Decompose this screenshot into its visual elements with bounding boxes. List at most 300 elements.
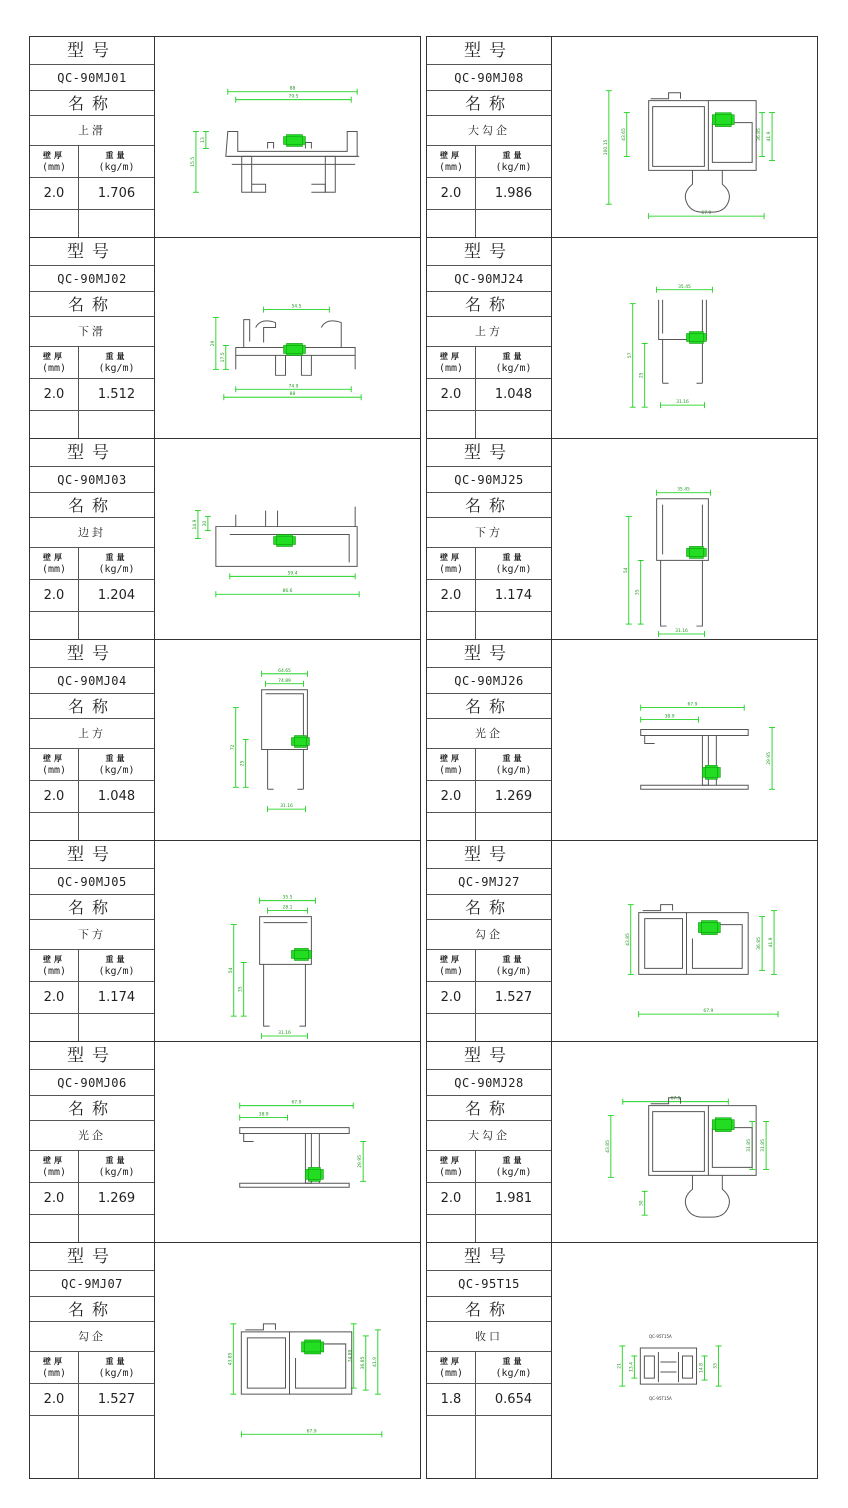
thermal-break-strip xyxy=(305,1167,323,1181)
dimension-label: 86.6 xyxy=(282,589,293,595)
weight-header-cell xyxy=(79,1352,154,1383)
thickness-unit: (mm) xyxy=(41,162,67,173)
weight-value: 1.174 xyxy=(494,588,533,603)
thickness-header-cell xyxy=(427,347,476,378)
empty-cell xyxy=(427,1416,476,1478)
weight-unit: (kg/m) xyxy=(495,564,532,575)
thermal-break-strip xyxy=(712,113,734,127)
thickness-unit: (mm) xyxy=(41,1167,67,1178)
weight-unit: (kg/m) xyxy=(495,1368,532,1379)
dimension-line xyxy=(268,803,306,812)
unit-header-row xyxy=(427,347,551,379)
profile-name: 勾企 xyxy=(427,920,551,950)
dimension-label: 35 xyxy=(635,589,641,596)
dimension-line xyxy=(236,383,351,392)
weight-value: 1.527 xyxy=(494,990,533,1005)
dimension-line xyxy=(236,94,351,103)
thickness-value: 1.8 xyxy=(427,1384,476,1415)
dimension-label: 41.9 xyxy=(372,1356,378,1368)
weight-header: 重量 xyxy=(105,1156,128,1165)
drawing-caption: QC-95T15A xyxy=(649,1396,672,1402)
dimension-line xyxy=(372,1330,381,1394)
unit-header-row xyxy=(30,950,154,982)
profile-outline xyxy=(241,1332,289,1394)
thickness-header-cell xyxy=(30,749,79,780)
thermal-break-strip xyxy=(698,921,720,935)
dimension-line xyxy=(240,1112,288,1121)
dimension-line xyxy=(268,905,308,914)
thickness-header-cell xyxy=(30,1352,79,1383)
thickness-unit: (mm) xyxy=(438,1368,464,1379)
dimension-line xyxy=(649,210,764,219)
dimension-line xyxy=(216,588,359,597)
name-header: 名称 xyxy=(30,91,154,116)
profile-name: 勾企 xyxy=(30,1322,154,1352)
profile-entry-qc-90mj28 xyxy=(427,1042,817,1243)
empty-row xyxy=(30,813,154,840)
value-row xyxy=(427,178,551,210)
dimension-label: 67.9 xyxy=(291,1100,302,1106)
weight-header-cell xyxy=(476,548,551,579)
weight-header: 重量 xyxy=(502,1156,525,1165)
empty-row xyxy=(427,1416,551,1478)
drawing-caption: QC-95T15A xyxy=(649,1333,672,1339)
profile-cross-section-svg xyxy=(552,640,817,840)
thickness-header: 壁厚 xyxy=(43,151,65,160)
profile-drawing xyxy=(552,37,817,237)
profile-info-table xyxy=(30,1042,155,1242)
dimension-line xyxy=(713,1346,722,1386)
model-code: QC-90MJ01 xyxy=(30,65,154,91)
profile-entry-qc-90mj25 xyxy=(427,439,817,640)
dimension-line xyxy=(603,91,612,204)
profile-name: 大勾企 xyxy=(427,1121,551,1151)
unit-header-row xyxy=(30,1352,154,1384)
dimension-line xyxy=(264,304,330,313)
dimension-line xyxy=(190,132,199,193)
dimension-line xyxy=(623,517,632,624)
thickness-header-cell xyxy=(427,146,476,177)
profile-info-table xyxy=(30,439,155,639)
weight-header: 重量 xyxy=(502,1357,525,1366)
profile-info-table xyxy=(427,640,552,840)
dimension-line xyxy=(661,399,705,408)
profile-drawing xyxy=(552,640,817,840)
profile-cross-section-svg xyxy=(155,640,420,840)
profile-outline xyxy=(240,1183,349,1187)
thermal-break-strip xyxy=(274,535,296,547)
empty-cell xyxy=(427,813,476,840)
profile-outline xyxy=(236,507,355,527)
profile-entry-qc-95t15 xyxy=(427,1243,817,1478)
dimension-line xyxy=(605,1116,614,1178)
dimension-label: 21 xyxy=(617,1363,623,1369)
profile-outline xyxy=(641,730,748,744)
profile-name: 下方 xyxy=(30,920,154,950)
thickness-value: 2.0 xyxy=(30,982,79,1013)
name-header: 名称 xyxy=(427,1297,551,1322)
profile-info-table xyxy=(427,439,552,639)
dimension-label: 43.85 xyxy=(625,933,631,946)
model-code: QC-90MJ08 xyxy=(427,65,551,91)
dimension-line xyxy=(262,1030,308,1039)
weight-value: 1.048 xyxy=(494,387,533,402)
empty-row xyxy=(30,1416,154,1478)
weight-unit: (kg/m) xyxy=(98,162,135,173)
model-code: QC-90MJ25 xyxy=(427,467,551,493)
name-header: 名称 xyxy=(427,694,551,719)
dimension-label: 54 xyxy=(228,967,234,974)
profile-name: 上方 xyxy=(30,719,154,749)
dimension-line xyxy=(766,728,775,790)
profile-info-table xyxy=(30,1243,155,1478)
thickness-header: 壁厚 xyxy=(43,754,65,763)
model-code: QC-90MJ04 xyxy=(30,668,154,694)
unit-header-row xyxy=(427,1352,551,1384)
thickness-header: 壁厚 xyxy=(440,1156,462,1165)
dimension-line xyxy=(616,1346,625,1386)
name-header: 名称 xyxy=(427,292,551,317)
profile-drawing xyxy=(552,1243,817,1478)
profile-outline xyxy=(643,905,673,911)
dimension-line xyxy=(224,391,361,400)
dimension-line xyxy=(240,740,249,788)
profile-outline xyxy=(252,184,326,192)
weight-unit: (kg/m) xyxy=(495,363,532,374)
right-catalog-column xyxy=(426,36,818,1479)
thickness-header-cell xyxy=(427,749,476,780)
weight-header: 重量 xyxy=(105,955,128,964)
empty-cell xyxy=(30,210,79,237)
empty-cell xyxy=(30,411,79,438)
profile-entry-qc-90mj04 xyxy=(30,640,420,841)
profile-info-table xyxy=(427,1042,552,1242)
thickness-unit: (mm) xyxy=(438,363,464,374)
thickness-header: 壁厚 xyxy=(440,352,462,361)
value-row xyxy=(30,1183,154,1215)
weight-header-cell xyxy=(476,347,551,378)
dimension-line xyxy=(639,1008,778,1017)
thermal-break-strip xyxy=(284,343,306,355)
unit-header-row xyxy=(427,749,551,781)
dimension-line xyxy=(768,911,777,975)
profile-name: 边封 xyxy=(30,518,154,548)
weight-header-cell xyxy=(79,950,154,981)
thickness-header-cell xyxy=(30,146,79,177)
weight-header-cell xyxy=(79,749,154,780)
weight-header: 重量 xyxy=(502,352,525,361)
profile-info-table xyxy=(427,1243,552,1478)
profile-outline xyxy=(663,339,703,383)
profile-drawing xyxy=(155,1243,420,1478)
profile-cross-section-svg xyxy=(552,238,817,438)
profile-drawing xyxy=(155,238,420,438)
dimension-line xyxy=(357,1142,366,1182)
model-header: 型号 xyxy=(30,238,154,266)
profile-cross-section-svg xyxy=(155,238,420,438)
name-header: 名称 xyxy=(30,292,154,317)
empty-row xyxy=(427,411,551,438)
profile-entry-qc-90mj24 xyxy=(427,238,817,439)
profile-entry-qc-9mj27 xyxy=(427,841,817,1042)
profile-outline xyxy=(685,170,729,212)
left-catalog-column xyxy=(29,36,421,1479)
dimension-label: 29.95 xyxy=(767,752,773,765)
dimension-label: 30 xyxy=(639,1200,645,1207)
value-row xyxy=(30,982,154,1014)
thickness-value: 2.0 xyxy=(427,178,476,209)
dimension-label: 74.9 xyxy=(288,384,299,390)
dimension-line xyxy=(760,1122,769,1170)
dimension-label: 31.16 xyxy=(675,629,688,635)
dimension-line xyxy=(639,343,648,407)
weight-value: 1.986 xyxy=(494,186,533,201)
model-code: QC-90MJ24 xyxy=(427,266,551,292)
weight-value: 1.706 xyxy=(97,186,136,201)
dimension-line xyxy=(635,560,644,624)
profile-name: 上滑 xyxy=(30,116,154,146)
profile-name: 收口 xyxy=(427,1322,551,1352)
dimension-label: 67.9 xyxy=(687,702,698,708)
dimension-label: 88 xyxy=(289,86,296,92)
dimension-label: 57 xyxy=(627,352,633,359)
unit-header-row xyxy=(30,749,154,781)
value-row xyxy=(427,580,551,612)
dimension-line xyxy=(228,925,237,1017)
weight-header: 重量 xyxy=(502,151,525,160)
profile-info-table xyxy=(30,841,155,1041)
thermal-break-strip xyxy=(284,135,306,147)
dimension-line xyxy=(200,132,209,149)
dimension-line xyxy=(746,1122,755,1170)
dimension-line xyxy=(627,304,636,407)
dimension-line xyxy=(241,1428,382,1437)
profile-cross-section-svg xyxy=(552,1243,817,1478)
dimension-label: 43.85 xyxy=(605,1140,611,1153)
weight-unit: (kg/m) xyxy=(495,1167,532,1178)
model-header: 型号 xyxy=(427,1042,551,1070)
name-header: 名称 xyxy=(30,1096,154,1121)
model-code: QC-90MJ03 xyxy=(30,467,154,493)
profile-name: 上方 xyxy=(427,317,551,347)
unit-header-row xyxy=(30,146,154,178)
value-row xyxy=(30,178,154,210)
value-row xyxy=(427,379,551,411)
thickness-header: 壁厚 xyxy=(43,352,65,361)
weight-header: 重量 xyxy=(502,955,525,964)
thickness-header: 壁厚 xyxy=(440,955,462,964)
dimension-label: 67.9 xyxy=(703,1009,714,1015)
profile-outline xyxy=(264,923,308,1026)
profile-name: 下滑 xyxy=(30,317,154,347)
profile-outline xyxy=(228,156,359,164)
model-header: 型号 xyxy=(30,37,154,65)
profile-info-table xyxy=(427,238,552,438)
profile-outline xyxy=(661,560,703,626)
dimension-line xyxy=(230,570,355,579)
weight-header: 重量 xyxy=(502,553,525,562)
thickness-value: 2.0 xyxy=(427,379,476,410)
profile-outline xyxy=(639,913,687,975)
empty-row xyxy=(427,210,551,237)
dimension-label: 31.85 xyxy=(747,1139,753,1152)
profile-info-table xyxy=(30,37,155,237)
profile-entry-qc-90mj26 xyxy=(427,640,817,841)
dimension-line xyxy=(230,708,239,788)
empty-row xyxy=(30,612,154,639)
weight-value: 1.269 xyxy=(97,1191,136,1206)
profile-drawing xyxy=(552,1042,817,1242)
name-header: 名称 xyxy=(427,1096,551,1121)
value-row xyxy=(427,781,551,813)
weight-unit: (kg/m) xyxy=(495,765,532,776)
empty-cell xyxy=(30,1215,79,1242)
model-code: QC-9MJ07 xyxy=(30,1271,154,1297)
dimension-line xyxy=(628,1356,637,1378)
dimension-line xyxy=(228,86,357,95)
dimension-label: 13 xyxy=(200,137,206,143)
weight-unit: (kg/m) xyxy=(98,564,135,575)
thickness-value: 2.0 xyxy=(427,781,476,812)
thickness-header: 壁厚 xyxy=(43,1357,65,1366)
dimension-label: 31.16 xyxy=(280,804,293,810)
profile-cross-section-svg xyxy=(155,37,420,237)
dimension-label: 33 xyxy=(713,1363,719,1369)
dimension-label: 29.95 xyxy=(358,1155,364,1168)
profile-outline xyxy=(245,1324,275,1330)
thickness-header-cell xyxy=(30,1151,79,1182)
dimension-line xyxy=(210,318,219,370)
thickness-unit: (mm) xyxy=(438,564,464,575)
dimension-line xyxy=(192,511,201,539)
weight-value: 1.174 xyxy=(97,990,136,1005)
dimension-label: 54.5 xyxy=(291,304,302,310)
profile-outline xyxy=(649,1106,709,1176)
weight-header: 重量 xyxy=(105,352,128,361)
weight-unit: (kg/m) xyxy=(495,966,532,977)
weight-value: 1.527 xyxy=(97,1392,136,1407)
profile-drawing xyxy=(552,841,817,1041)
profile-name: 大勾企 xyxy=(427,116,551,146)
unit-header-row xyxy=(427,146,551,178)
weight-value: 0.654 xyxy=(494,1392,533,1407)
thickness-unit: (mm) xyxy=(41,363,67,374)
dimension-label: 29 xyxy=(210,340,216,347)
empty-cell xyxy=(30,813,79,840)
thickness-unit: (mm) xyxy=(41,1368,67,1379)
profile-outline xyxy=(651,93,681,99)
thickness-header: 壁厚 xyxy=(440,754,462,763)
weight-value: 1.048 xyxy=(97,789,136,804)
model-code: QC-9MJ27 xyxy=(427,869,551,895)
dimension-label: 41.9 xyxy=(769,937,775,948)
model-header: 型号 xyxy=(427,238,551,266)
empty-row xyxy=(427,1215,551,1242)
dimension-label: 74.89 xyxy=(278,678,291,684)
model-header: 型号 xyxy=(30,1243,154,1271)
dimension-line xyxy=(699,1356,708,1380)
weight-header-cell xyxy=(79,347,154,378)
value-row xyxy=(427,1384,551,1416)
profile-outline xyxy=(240,1128,349,1142)
name-header: 名称 xyxy=(30,493,154,518)
dimension-label: 72 xyxy=(230,744,236,751)
weight-header-cell xyxy=(476,1352,551,1383)
value-row xyxy=(427,982,551,1014)
dimension-line xyxy=(641,714,699,723)
thickness-value: 2.0 xyxy=(30,580,79,611)
model-code: QC-90MJ06 xyxy=(30,1070,154,1096)
unit-header-row xyxy=(427,950,551,982)
profile-info-table xyxy=(30,238,155,438)
dimension-label: 88 xyxy=(289,392,296,398)
profile-outline xyxy=(640,1348,696,1384)
name-header: 名称 xyxy=(30,694,154,719)
dimension-line xyxy=(756,113,765,157)
weight-value: 1.512 xyxy=(97,387,136,402)
weight-header: 重量 xyxy=(105,151,128,160)
weight-unit: (kg/m) xyxy=(98,765,135,776)
dimension-line xyxy=(360,1336,369,1390)
dimension-line xyxy=(238,962,247,1016)
dimension-line xyxy=(659,628,705,637)
model-code: QC-90MJ26 xyxy=(427,668,551,694)
thickness-value: 2.0 xyxy=(30,1384,79,1415)
profile-name: 光企 xyxy=(30,1121,154,1151)
dimension-line xyxy=(240,1100,353,1109)
unit-header-row xyxy=(427,1151,551,1183)
dimension-label: 64.65 xyxy=(278,668,291,674)
name-header: 名称 xyxy=(30,1297,154,1322)
thermal-break-strip xyxy=(302,1340,324,1354)
empty-row xyxy=(30,411,154,438)
profile-entry-qc-90mj02 xyxy=(30,238,420,439)
value-row xyxy=(30,781,154,813)
empty-cell xyxy=(30,612,79,639)
empty-cell xyxy=(427,411,476,438)
empty-cell xyxy=(30,1014,79,1041)
dimension-label: 100.15 xyxy=(603,139,609,156)
dimension-label: 36.85 xyxy=(360,1356,366,1370)
thickness-unit: (mm) xyxy=(438,162,464,173)
weight-header-cell xyxy=(79,146,154,177)
empty-cell xyxy=(427,612,476,639)
dimension-line xyxy=(657,284,713,293)
model-header: 型号 xyxy=(427,37,551,65)
weight-header-cell xyxy=(79,1151,154,1182)
weight-unit: (kg/m) xyxy=(495,162,532,173)
dimension-label: 54 xyxy=(623,567,629,574)
thickness-header-cell xyxy=(30,548,79,579)
value-row xyxy=(427,1183,551,1215)
dimension-line xyxy=(639,1191,648,1215)
value-row xyxy=(30,580,154,612)
thickness-header-cell xyxy=(30,950,79,981)
empty-row xyxy=(427,1014,551,1041)
dimension-label: 36.85 xyxy=(757,937,763,950)
profile-entry-qc-90mj01 xyxy=(30,37,420,238)
profile-info-table xyxy=(427,37,552,237)
value-row xyxy=(30,379,154,411)
thickness-unit: (mm) xyxy=(41,765,67,776)
weight-header-cell xyxy=(476,950,551,981)
thickness-header-cell xyxy=(427,548,476,579)
unit-header-row xyxy=(30,1151,154,1183)
dimension-label: 74.89 xyxy=(348,1349,354,1363)
thickness-header-cell xyxy=(427,1352,476,1383)
thickness-value: 2.0 xyxy=(30,379,79,410)
dimension-label: 36.85 xyxy=(757,128,763,141)
